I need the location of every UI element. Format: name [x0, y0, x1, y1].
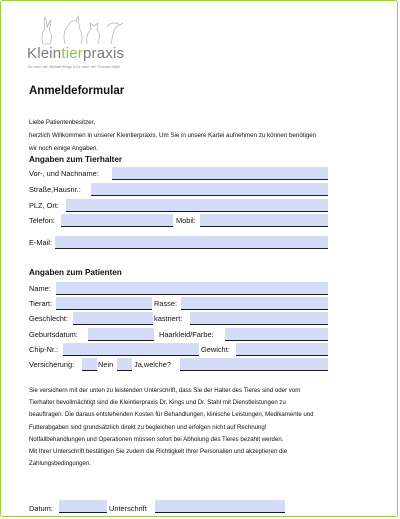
patient-neutered-field[interactable] — [190, 312, 328, 325]
signature-label: Unterschrift — [109, 504, 147, 513]
patient-insurance-label: Versicherung: — [29, 360, 75, 369]
insurance-yes-label: Ja,welche? — [134, 360, 171, 369]
patient-weight-label: Gewicht: — [201, 345, 230, 354]
terms-line: Zahlungsbedingungen. — [29, 460, 92, 468]
patient-name-field[interactable] — [56, 282, 328, 295]
form-title: Anmeldeformular — [29, 85, 125, 97]
insurance-yes-field[interactable] — [117, 358, 132, 371]
terms-text — [29, 385, 379, 470]
patient-heading: Angaben zum Patienten — [29, 268, 122, 277]
patient-chip-field[interactable] — [63, 343, 199, 356]
owner-mobile-field[interactable] — [200, 214, 328, 227]
date-field[interactable] — [59, 500, 107, 513]
patient-birthdate-field[interactable] — [88, 328, 154, 341]
owner-street-field[interactable] — [91, 183, 328, 196]
owner-city-field[interactable] — [66, 199, 328, 212]
intro-text — [29, 116, 379, 155]
patient-name-label: Name: — [29, 284, 51, 293]
patient-species-label: Tierart: — [29, 299, 53, 308]
owner-mobile-label: Mobil: — [176, 216, 196, 225]
date-label: Datum: — [29, 504, 53, 513]
owner-city-label: PLZ, Ort: — [29, 201, 59, 210]
terms-line: Sie versichern mit der unten zu leistenden Unterschrift, dass Sie der Halter des Tieres sind oder vom — [29, 387, 301, 394]
patient-breed-field[interactable] — [181, 297, 328, 310]
signature-field[interactable] — [155, 500, 285, 513]
practice-name: Kleintierpraxis — [27, 45, 125, 62]
terms-line: Notfallbehandlungen und Operationen müssen sofort bei Abholung des Tieres bezahlt werden. — [29, 435, 284, 443]
patient-sex-label: Geschlecht: — [29, 314, 69, 323]
owner-street-label: Straße,Hausnr.: — [29, 185, 81, 194]
owner-name-label: Vor-, und Nachname: — [29, 169, 99, 178]
intro-line: wir noch einige Angaben. — [29, 145, 99, 152]
insurance-no-field[interactable] — [82, 358, 97, 371]
patient-sex-field[interactable] — [73, 312, 153, 325]
insurance-company-field[interactable] — [180, 358, 328, 371]
terms-line: Futterabgaben sind grundsätzlich direkt zu begleichen und erfolgen nicht auf Rechnung! — [29, 423, 267, 431]
terms-line: beauftragen. Die daraus entstehenden Kosten für Behandlungen, klinische Leistungen, Medikamente und — [29, 411, 314, 419]
owner-email-field[interactable] — [55, 236, 328, 249]
insurance-no-label: Nein — [98, 360, 114, 369]
owner-phone-label: Telefon: — [29, 216, 55, 225]
intro-line: Liebe Patientenbesitzer, — [29, 119, 96, 126]
patient-breed-label: Rasse: — [154, 299, 178, 308]
patient-coat-field[interactable] — [225, 328, 328, 341]
patient-neutered-label: kastriert: — [154, 314, 183, 323]
practice-subtitle: Dr. med. vet. Michael Kings & Dr. med. vet. Thomas Stahl — [28, 65, 120, 69]
owner-name-field[interactable] — [112, 167, 328, 180]
owner-email-label: E-Mail: — [29, 238, 52, 247]
patient-coat-label: Haarkleid/Farbe: — [159, 330, 214, 339]
patient-weight-field[interactable] — [236, 343, 328, 356]
owner-heading: Angaben zum Tierhalter — [29, 155, 123, 164]
terms-line: Tierhalter bevollmächtigt sind die Kleintierpraxis Dr. Kings und Dr. Stahl mit Dienstleistungen zu — [29, 399, 286, 407]
patient-birthdate-label: Geburtsdatum: — [29, 330, 78, 339]
patient-species-field[interactable] — [56, 297, 152, 310]
patient-chip-label: Chip-Nr.: — [29, 345, 59, 354]
terms-line: Mit Ihrer Unterschrift bestätigen Sie zudem die Richtigkeit Ihrer Personalien und akzeptieren die — [29, 448, 288, 456]
owner-phone-field[interactable] — [61, 214, 173, 227]
practice-logo — [25, 10, 125, 69]
intro-line: herzlich Willkommen in unserer Kleintierpraxis. Um Sie in unsere Kartei aufnehmen zu können benötigen — [29, 132, 317, 139]
animal-silhouettes-icon — [25, 10, 125, 46]
